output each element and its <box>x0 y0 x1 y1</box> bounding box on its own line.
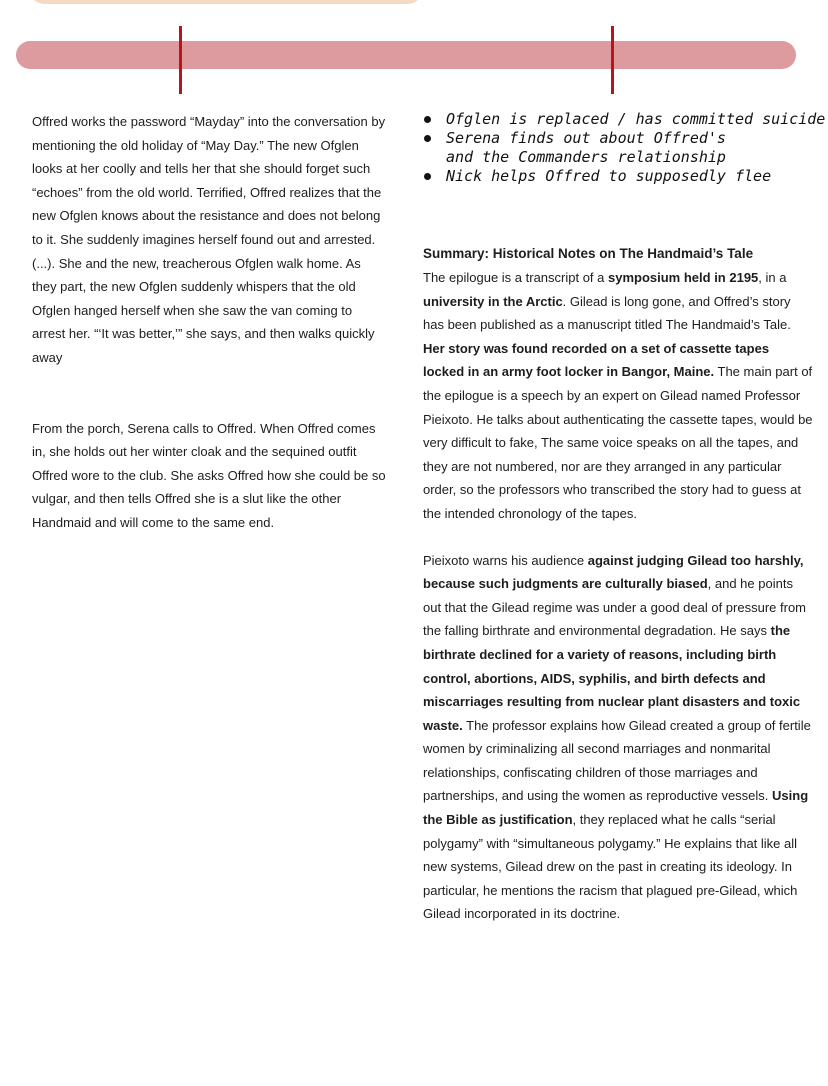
text-run: Pieixoto warns his audience <box>423 552 588 568</box>
left-paragraph-2: From the porch, Serena calls to Offred. When Offred comes in, she holds out her winter cloak and the sequined outfit Offred wore to the club. She asks Offred how she could be so vulgar, and then tells Offred she is a slut like the other Handmaid and will come to the same end. <box>32 420 386 530</box>
text-run: The professor explains how Gilead created a group of fertile women by criminalizing all second marriages and nonmarital relationships, confiscating children of those marriages and partnerships, and using the women as reproductive vessels. <box>423 717 811 804</box>
text-run: , in a <box>758 270 787 285</box>
bold-text-run: Using the Bible as justification <box>423 788 809 828</box>
note-text: Ofglen is replaced / has committed suicide <box>446 110 826 128</box>
note-item <box>420 167 828 186</box>
text-run: , they replaced what he calls “serial polygamy” with “simultaneous polygamy.” He explains that like all new systems, Gilead drew on the past in creating its ideology. In particular, he mentions the racism that plagued pre-Gilead, which Gilead incorporated in its doctrine. <box>423 812 798 922</box>
timeline-bar <box>16 41 796 69</box>
right-column <box>423 242 813 926</box>
left-paragraph-1: Offred works the password “Mayday” into the conversation by mentioning the old holiday of “May Day.” The new Ofglen looks at her coolly and tells her that she should forget such “echoes” from the old world. Terrified, Offred realizes that the new Ofglen knows about the resistance and does not belong to it. She suddenly imagines herself found out and arrested. (...). She and the new, treacherous Ofglen walk home. As they part, the new Ofglen suddenly whispers that the old Ofglen hanged herself when she saw the van coming to arrest her. “‘It was better,’” she says, and then walks quickly away <box>32 114 386 365</box>
bullet-dot-icon <box>424 116 431 123</box>
note-text: Nick helps Offred to supposedly flee <box>446 167 772 185</box>
handwritten-notes <box>420 110 828 186</box>
bullet-dot-icon <box>424 135 431 142</box>
top-tab-decoration <box>30 0 422 4</box>
right-paragraph-2 <box>423 549 813 927</box>
bold-text-run: university in the Arctic <box>423 293 563 309</box>
note-text: and the Commanders relationship <box>446 148 726 166</box>
bullet-dot-icon <box>424 173 431 180</box>
right-paragraph-1 <box>423 266 813 526</box>
timeline-tick-left <box>179 26 182 94</box>
section-heading: Summary: Historical Notes on The Handmaid’s Tale <box>423 246 754 261</box>
text-run: The epilogue is a transcript of a <box>423 270 608 285</box>
text-run: The main part of the epilogue is a speech by an expert on Gilead named Professor Pieixoto. He talks about authenticating the cassette tapes, would be very difficult to fake, The same voice speaks on all the tapes, and they are not numbered, nor are they arranged in any particular order, so the professors who transcribed the story had to guess at the intended chronology of the tapes. <box>423 364 813 521</box>
bold-text-run: against judging Gilead too harshly, because such judgments are culturally biased <box>423 552 804 592</box>
timeline-tick-right <box>611 26 614 94</box>
note-continuation <box>420 148 828 167</box>
note-item <box>420 110 828 129</box>
bold-text-run: Her story was found recorded on a set of cassette tapes locked in an army foot locker in Bangor, Maine. <box>423 340 770 380</box>
bold-text-run: symposium held in 2195 <box>608 270 759 285</box>
note-item <box>420 129 828 148</box>
bold-text-run: the birthrate declined for a variety of reasons, including birth control, abortions, AIDS, syphilis, and birth defects and miscarriages resulting from nuclear plant disasters and toxic waste. <box>423 623 801 733</box>
text-run: . Gilead is long gone, and Offred’s story has been published as a manuscript titled The Handmaid’s Tale. <box>423 293 791 333</box>
text-run: , and he points out that the Gilead regime was under a good deal of pressure from the falling birthrate and environmental degradation. He says <box>423 576 806 639</box>
left-column <box>32 110 387 535</box>
note-text: Serena finds out about Offred's <box>446 129 726 147</box>
